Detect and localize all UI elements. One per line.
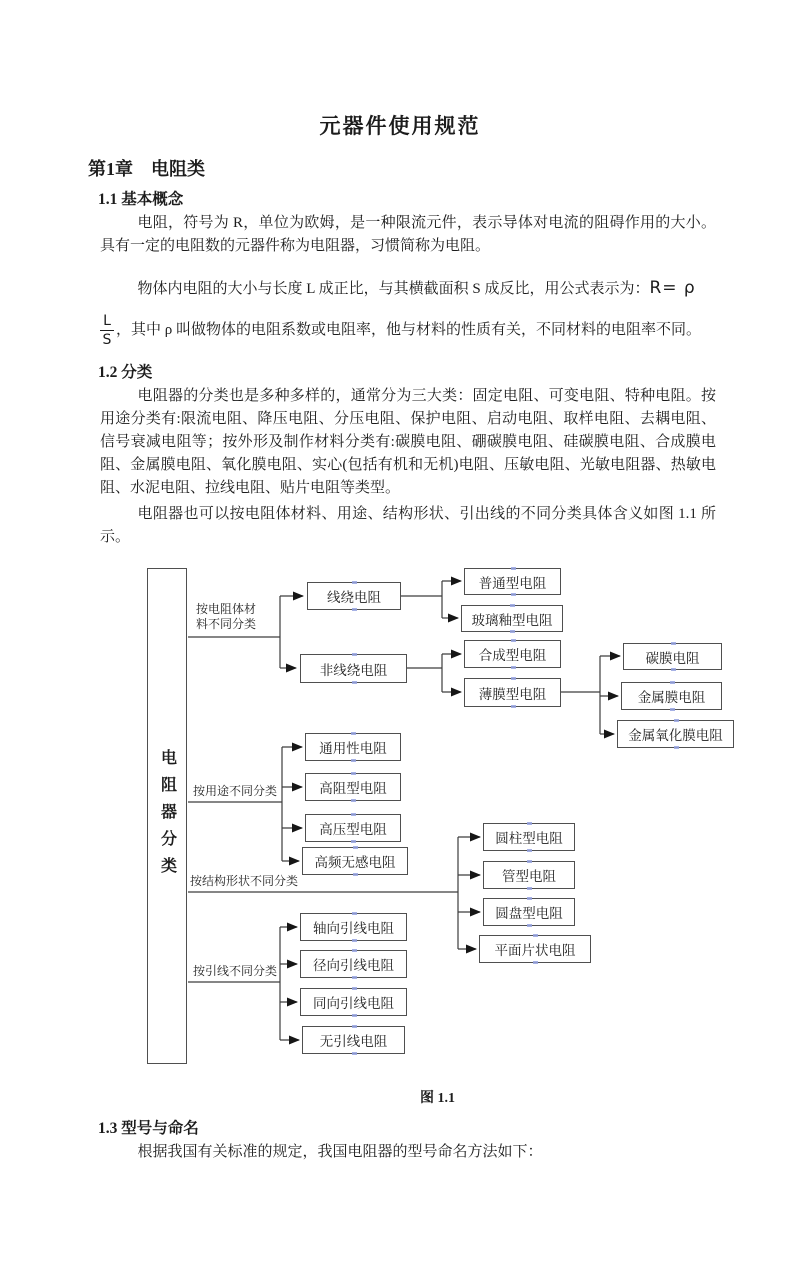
node-carbon-film: 碳膜电阻 xyxy=(623,643,722,670)
fraction-l-over-s xyxy=(100,313,114,348)
section-1-3 xyxy=(100,1116,716,1164)
node-axial-lead: 轴向引线电阻 xyxy=(300,913,407,941)
section-1-2-heading: 1.2 分类 xyxy=(98,364,153,381)
section-1-1-heading: 1.1 基本概念 xyxy=(98,191,184,208)
branch-label-lead: 按引线不同分类 xyxy=(193,964,278,978)
formula-line-1 xyxy=(100,277,716,301)
node-disc: 圆盘型电阻 xyxy=(483,898,575,926)
node-synthetic: 合成型电阻 xyxy=(464,640,561,668)
formula-text-before: 物体内电阻的大小与长度 L 成正比，与其横截面积 S 成反比，用公式表示为： xyxy=(137,281,650,297)
paragraph-classification: 电阻器的分类也是多种多样的，通常分为三大类：固定电阻、可变电阻、特种电阻。按用途分类有:限流电阻、降压电阻、分压电阻、保护电阻、启动电阻、取样电阻、去耦电阻、信号衰减电阻等；按外形及制作材料分类有:碳膜电阻、硼碳膜电阻、硅碳膜电阻、合成膜电阻、金属膜电阻、氧化膜电阻、实心(包括有机和无机)电阻、压敏电阻、光敏电阻器、热敏电阻、水泥电阻、拉线电阻、贴片电阻等类型。 xyxy=(100,388,716,496)
document-title: 元器件使用规范 xyxy=(319,114,481,138)
formula-line-2 xyxy=(100,306,716,354)
branch-label-use: 按用途不同分类 xyxy=(193,784,278,798)
paragraph-formula xyxy=(100,277,716,354)
formula-text-after: ，其中 ρ 叫做物体的电阻系数或电阻率，他与材料的性质有关，不同材料的电阻率不同。 xyxy=(116,321,701,338)
chapter-1-heading: 第1章 电阻类 xyxy=(88,159,205,179)
resistor-classification-diagram xyxy=(0,560,800,1084)
node-same-direction-lead: 同向引线电阻 xyxy=(300,988,407,1016)
figure-1-1-caption: 图 1.1 xyxy=(420,1091,455,1106)
root-label: 电阻器分类 xyxy=(158,748,176,884)
node-high-freq-noninductive: 高频无感电阻 xyxy=(302,847,408,875)
paragraph-figure-reference: 电阻器也可以按电阻体材料、用途、结构形状、引出线的不同分类具体含义如图 1.1 所示。 xyxy=(100,506,716,545)
node-high-voltage: 高压型电阻 xyxy=(305,814,401,842)
formula-r-equals-rho: R= ρ xyxy=(649,278,696,298)
node-metal-film: 金属膜电阻 xyxy=(621,682,722,710)
node-thin-film: 薄膜型电阻 xyxy=(464,678,561,707)
node-metal-oxide-film: 金属氧化膜电阻 xyxy=(617,720,734,748)
branch-label-structure: 按结构形状不同分类 xyxy=(190,874,299,888)
node-no-lead: 无引线电阻 xyxy=(302,1026,405,1054)
paragraph-naming: 根据我国有关标准的规定，我国电阻器的型号命名方法如下： xyxy=(137,1144,543,1160)
node-high-resistance: 高阻型电阻 xyxy=(305,773,401,801)
node-cylindrical: 圆柱型电阻 xyxy=(483,823,575,851)
node-tubular: 管型电阻 xyxy=(483,861,575,889)
node-resistor-classification-root xyxy=(147,568,187,1064)
fraction-denominator: S xyxy=(102,331,112,348)
node-ordinary: 普通型电阻 xyxy=(464,568,561,595)
branch-label-material: 按电阻体材料不同分类 xyxy=(196,602,257,631)
paragraph-basic-concept: 电阻，符号为 R，单位为欧姆，是一种限流元件，表示导体对电流的阻碍作用的大小。具有一定的电阻数的元器件称为电阻器，习惯简称为电阻。 xyxy=(100,215,716,254)
node-non-wirewound: 非线绕电阻 xyxy=(300,654,407,683)
node-flat-chip: 平面片状电阻 xyxy=(479,935,591,963)
node-glass-glaze: 玻璃釉型电阻 xyxy=(461,605,563,632)
document-body xyxy=(88,155,716,549)
node-general-purpose: 通用性电阻 xyxy=(305,733,401,761)
node-wirewound: 线绕电阻 xyxy=(307,582,401,610)
section-1-3-heading: 1.3 型号与命名 xyxy=(98,1120,199,1137)
fraction-numerator: L xyxy=(103,312,111,329)
node-radial-lead: 径向引线电阻 xyxy=(300,950,407,978)
fraction-bar xyxy=(100,330,114,331)
